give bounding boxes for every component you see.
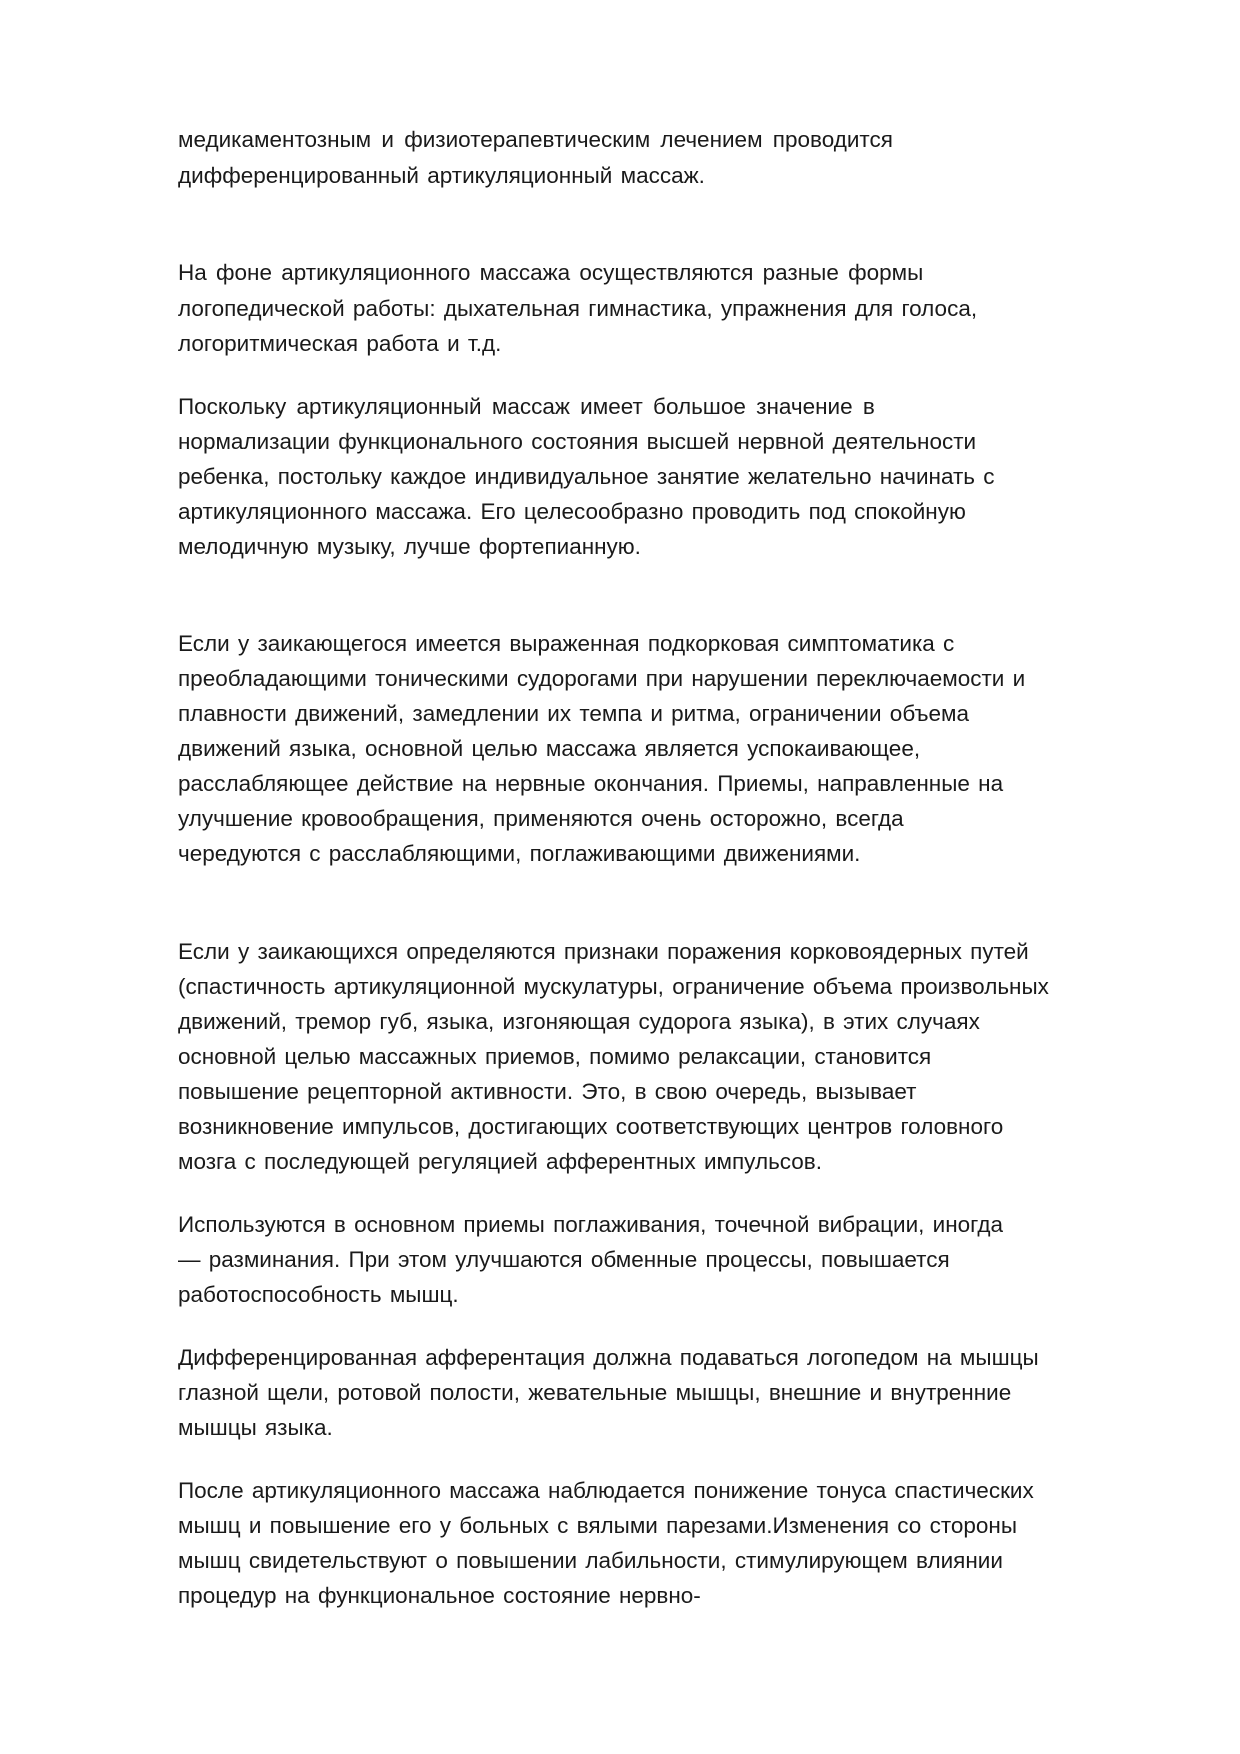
paragraph-8-line-2: мышц и повышение его у больных с вялыми парезами.Изменения со стороны <box>178 1513 1018 1538</box>
paragraph-1-line-1: медикаментозным и физиотерапевтическим лечением проводится <box>178 127 893 152</box>
paragraph-6-line-2: — разминания. При этом улучшаются обменные процессы, повышается <box>178 1247 950 1272</box>
paragraph-7-line-3: мышцы языка. <box>178 1415 333 1440</box>
paragraph-8-line-4: процедур на функциональное состояние нервно- <box>178 1583 701 1608</box>
paragraph-5-line-6: возникновение импульсов, достигающих соответствующих центров головного <box>178 1114 1004 1139</box>
paragraph-4-line-2: преобладающими тоническими судорогами при нарушении переключаемости и <box>178 666 1026 691</box>
paragraph-4-line-4: движений языка, основной целью массажа является успокаивающее, <box>178 736 921 761</box>
paragraph-3-line-1: Поскольку артикуляционный массаж имеет большое значение в <box>178 394 875 419</box>
paragraph-6-line-1: Используются в основном приемы поглаживания, точечной вибрации, иногда <box>178 1212 1004 1237</box>
paragraph-8-line-1: После артикуляционного массажа наблюдается понижение тонуса спастических <box>178 1478 1034 1503</box>
paragraph-4-line-7: чередуются с расслабляющими, поглаживающими движениями. <box>178 841 861 866</box>
paragraph-4-line-5: расслабляющее действие на нервные окончания. Приемы, направленные на <box>178 771 1004 796</box>
paragraph-2-line-2: логопедической работы: дыхательная гимнастика, упражнения для голоса, <box>178 296 978 321</box>
paragraph-4-line-6: улучшение кровообращения, применяются очень осторожно, всегда <box>178 806 904 831</box>
paragraph-5-line-4: основной целью массажных приемов, помимо релаксации, становится <box>178 1044 932 1069</box>
paragraph-2-line-3: логоритмическая работа и т.д. <box>178 331 502 356</box>
paragraph-3-line-4: артикуляционного массажа. Его целесообразно проводить под спокойную <box>178 499 966 524</box>
paragraph-1-line-2: дифференцированный артикуляционный массаж. <box>178 163 705 188</box>
paragraph-3-line-3: ребенка, постольку каждое индивидуальное занятие желательно начинать с <box>178 464 995 489</box>
paragraph-5-line-5: повышение рецепторной активности. Это, в свою очередь, вызывает <box>178 1079 917 1104</box>
paragraph-5-line-1: Если у заикающихся определяются признаки поражения корковоядерных путей <box>178 939 1029 964</box>
paragraph-3-line-2: нормализации функционального состояния высшей нервной деятельности <box>178 429 977 454</box>
paragraph-5-line-3: движений, тремор губ, языка, изгоняющая судорога языка), в этих случаях <box>178 1009 980 1034</box>
paragraph-6-line-3: работоспособность мышц. <box>178 1282 459 1307</box>
paragraph-4-line-3: плавности движений, замедлении их темпа и ритма, ограничении объема <box>178 701 970 726</box>
paragraph-8-line-3: мышц свидетельствуют о повышении лабильности, стимулирующем влиянии <box>178 1548 1003 1573</box>
paragraph-7-line-2: глазной щели, ротовой полости, жевательные мышцы, внешние и внутренние <box>178 1380 1012 1405</box>
paragraph-5-line-7: мозга с последующей регуляцией афферентных импульсов. <box>178 1149 823 1174</box>
paragraph-2-line-1: На фоне артикуляционного массажа осуществляются разные формы <box>178 260 924 285</box>
paragraph-4-line-1: Если у заикающегося имеется выраженная подкорковая симптоматика с <box>178 631 955 656</box>
paragraph-3-line-5: мелодичную музыку, лучше фортепианную. <box>178 534 641 559</box>
paragraph-5-line-2: (спастичность артикуляционной мускулатуры, ограничение объема произвольных <box>178 974 1049 999</box>
paragraph-7-line-1: Дифференцированная афферентация должна подаваться логопедом на мышцы <box>178 1345 1039 1370</box>
